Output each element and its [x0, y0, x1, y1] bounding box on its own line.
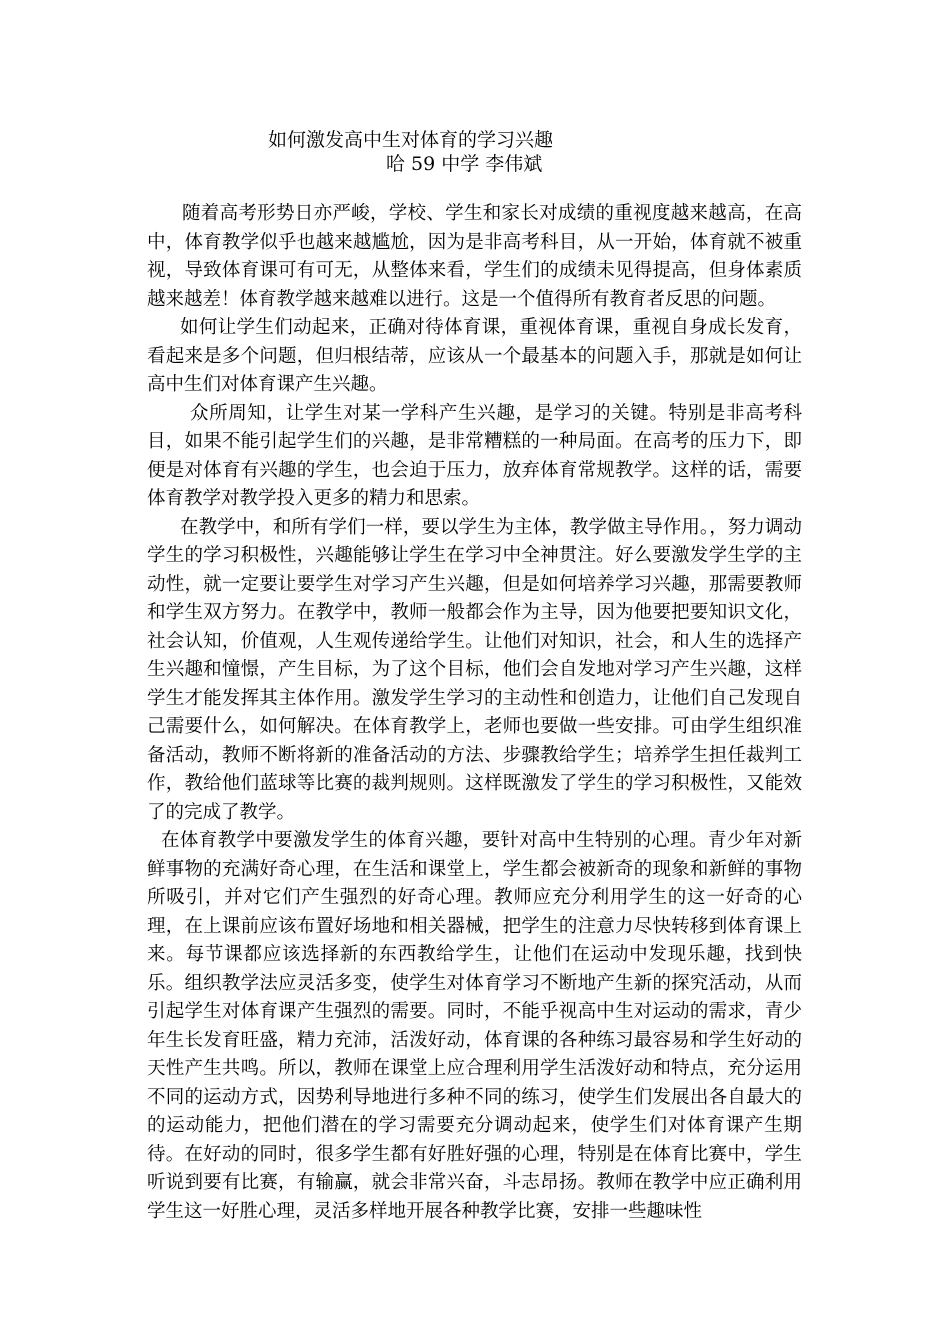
- paragraph-1: 随着高考形势日亦严峻，学校、学生和家长对成绩的重视度越来越高，在高中，体育教学似乎也越来越尴尬，因为是非高考科目，从一开始，体育就不被重视，导致体育课可有可无，从整体来看，学生们的成绩未见得提高，但身体素质越来越差！体育教学越来越难以进行。这是一个值得所有教育者反思的问题。: [147, 203, 802, 310]
- document-author: 哈 59 中学 李伟斌: [386, 153, 543, 175]
- document-body: [147, 200, 802, 1226]
- document-title: 如何激发高中生对体育的学习兴趣: [268, 129, 554, 151]
- paragraph-4: 在教学中，和所有学们一样，要以学生为主体，教学做主导作用。，努力调动学生的学习积极性，兴趣能够让学生在学习中全神贯注。好么要激发学生学的主动性，就一定要让要学生对学习产生兴趣，但是如何培养学习兴趣，那需要教师和学生双方努力。在教学中，教师一般都会作为主导，因为他要把要知识文化，社会认知，价值观，人生观传递给学生。让他们对知识，社会，和人生的选择产生兴趣和憧憬，产生目标，为了这个目标，他们会自发地对学习产生兴趣，这样学生才能发挥其主体作用。激发学生学习的主动性和创造力，让他们自己发现自己需要什么，如何解决。在体育教学上，老师也要做一些安排。可由学生组织准备活动，教师不断将新的准备活动的方法、步骤教给学生；培养学生担任裁判工作，教给他们蓝球等比赛的裁判规则。这样既激发了学生的学习积极性，又能效了的完成了教学。: [147, 516, 802, 823]
- paragraph-5: 在体育教学中要激发学生的体育兴趣，要针对高中生特别的心理。青少年对新鲜事物的充满好奇心理，在生活和课堂上，学生都会被新奇的现象和新鲜的事物所吸引，并对它们产生强烈的好奇心理。教师应充分利用学生的这一好奇的心理，在上课前应该布置好场地和相关器械，把学生的注意力尽快转移到体育课上来。每节课都应该选择新的东西教给学生，让他们在运动中发现乐趣，找到快乐。组织教学法应灵活多变，使学生对体育学习不断地产生新的探究活动，从而引起学生对体育课产生强烈的需要。同时，不能乎视高中生对运动的需求，青少年生长发育旺盛，精力充沛，活泼好动，体育课的各种练习最容易和学生好动的天性产生共鸣。所以，教师在课堂上应合理利用学生活泼好动和特点，充分运用不同的运动方式，因势利导地进行多种不同的练习，使学生们发展出各自最大的的运动能力，把他们潜在的学习需要充分调动起来，使学生们对体育课产生期待。在好动的同时，很多学生都有好胜好强的心理，特别是在体育比赛中，学生听说到要有比赛，有输赢，就会非常兴奋，斗志昂扬。教师在教学中应正确利用学生这一好胜心理，灵活多样地开展各种教学比赛，安排一些趣味性: [147, 830, 802, 1222]
- paragraph-2: 如何让学生们动起来，正确对待体育课，重视体育课，重视自身成长发育，看起来是多个问题，但归根结蒂，应该从一个最基本的问题入手，那就是如何让高中生们对体育课产生兴趣。: [147, 317, 802, 395]
- paragraph-3: 众所周知，让学生对某一学科产生兴趣，是学习的关键。特别是非高考科目，如果不能引起学生们的兴趣，是非常糟糕的一种局面。在高考的压力下，即便是对体育有兴趣的学生，也会迫于压力，放弃体育常规教学。这样的话，需要体育教学对教学投入更多的精力和思索。: [147, 402, 802, 509]
